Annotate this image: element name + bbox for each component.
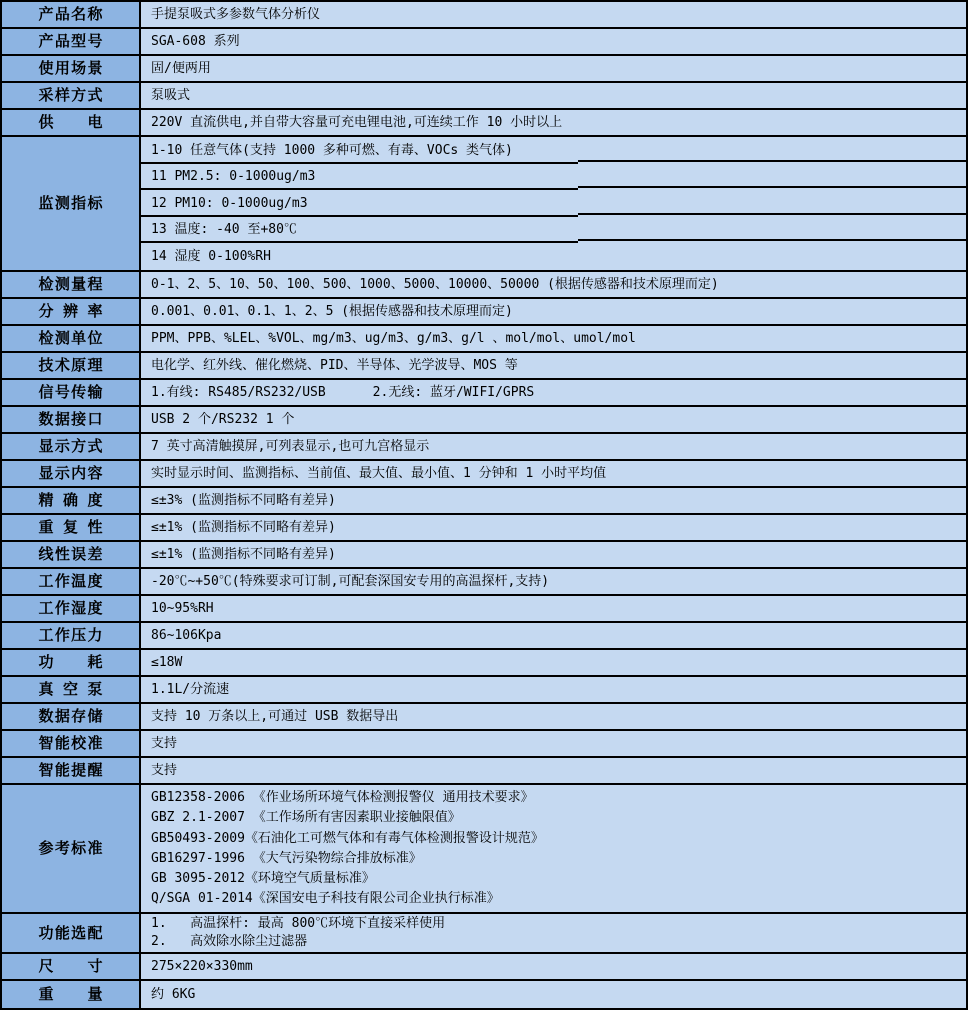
row-label: 精确度 [38, 491, 103, 510]
row-label: 工作湿度 [38, 599, 103, 618]
row-label: 产品型号 [38, 32, 103, 51]
table-row [2, 515, 966, 542]
row-header-cell [2, 461, 141, 486]
row-value: PPM、PPB、%LEL、%VOL、mg/m3、ug/m3、g/m3、g/l 、mol/mol、umol/mol [151, 330, 636, 346]
row-value: ≤±3% (监测指标不同略有差异) [151, 492, 336, 508]
row-header-cell [2, 542, 141, 567]
table-row [2, 434, 966, 461]
sub-row: 13 温度: -40 至+80℃ [141, 217, 966, 244]
row-header-cell [2, 704, 141, 729]
row-value-cell [141, 353, 966, 378]
row-value: 1.1L/分流速 [151, 681, 230, 697]
sub-row: 14 湿度 0-100%RH [151, 248, 271, 264]
row-value-cell [141, 29, 966, 54]
table-row [2, 650, 966, 677]
row-value-cell [141, 623, 966, 648]
row-label: 尺寸 [38, 957, 103, 976]
row-label: 线性误差 [38, 545, 103, 564]
row-value-cell [141, 914, 966, 952]
row-label: 信号传输 [38, 383, 103, 402]
table-row [2, 137, 966, 272]
table-row [2, 914, 966, 954]
row-header-cell [2, 650, 141, 675]
row-header-cell [2, 981, 141, 1008]
row-label: 分辨率 [38, 302, 103, 321]
table-row [2, 29, 966, 56]
value-line: GB12358-2006 《作业场所环境气体检测报警仪 通用技术要求》 [151, 790, 534, 806]
row-value-cell [141, 677, 966, 702]
sub-row: 12 PM10: 0-1000ug/m3 [141, 190, 966, 217]
row-header-cell [2, 758, 141, 783]
row-value: ≤18W [151, 654, 183, 670]
row-label: 采样方式 [38, 86, 103, 105]
row-value: 固/便两用 [151, 60, 211, 76]
table-row [2, 954, 966, 981]
row-value: 0.001、0.01、0.1、1、2、5 (根据传感器和技术原理而定) [151, 303, 513, 319]
table-row [2, 461, 966, 488]
row-value-cell [141, 407, 966, 432]
row-value: 7 英寸高清触摸屏,可列表显示,也可九宫格显示 [151, 438, 430, 454]
table-row [2, 758, 966, 785]
table-row [2, 56, 966, 83]
table-row [2, 353, 966, 380]
row-header-cell [2, 380, 141, 405]
value-line: GB16297-1996 《大气污染物综合排放标准》 [151, 850, 422, 866]
row-header-cell [2, 110, 141, 135]
table-row [2, 596, 966, 623]
table-row [2, 2, 966, 29]
row-value-cell [141, 758, 966, 783]
row-value: 275×220×330mm [151, 958, 253, 974]
row-header-cell [2, 914, 141, 952]
table-row [2, 272, 966, 299]
row-header-cell [2, 56, 141, 81]
row-header-cell [2, 29, 141, 54]
row-label: 数据存储 [38, 707, 103, 726]
row-header-cell [2, 83, 141, 108]
row-value-cell [141, 515, 966, 540]
row-value-cell [141, 785, 966, 912]
row-label: 产品名称 [38, 5, 103, 24]
row-value-cell [141, 380, 966, 405]
table-row [2, 731, 966, 758]
row-label: 技术原理 [38, 356, 103, 375]
row-label: 监测指标 [38, 194, 103, 213]
row-label: 显示内容 [38, 464, 103, 483]
row-header-cell [2, 515, 141, 540]
row-value-cell [141, 488, 966, 513]
row-value: 实时显示时间、监测指标、当前值、最大值、最小值、1 分钟和 1 小时平均值 [151, 465, 607, 481]
row-value-cell [141, 954, 966, 979]
table-row [2, 704, 966, 731]
row-value-cell [141, 56, 966, 81]
row-header-cell [2, 488, 141, 513]
row-value: USB 2 个/RS232 1 个 [151, 411, 295, 427]
row-value: 手提泵吸式多参数气体分析仪 [151, 6, 321, 22]
row-label: 检测量程 [38, 275, 103, 294]
row-value-cell [141, 461, 966, 486]
row-header-cell [2, 569, 141, 594]
row-label: 智能校准 [38, 734, 103, 753]
row-value: 支持 [151, 762, 178, 778]
row-label: 使用场景 [38, 59, 103, 78]
row-header-cell [2, 731, 141, 756]
row-label: 重复性 [38, 518, 103, 537]
row-label: 检测单位 [38, 329, 103, 348]
row-label: 智能提醒 [38, 761, 103, 780]
row-value: 1.有线: RS485/RS232/USB 2.无线: 蓝牙/WIFI/GPRS [151, 384, 535, 400]
row-value: ≤±1% (监测指标不同略有差异) [151, 519, 336, 535]
sub-row: 1-10 任意气体(支持 1000 多种可燃、有毒、VOCs 类气体) [141, 137, 966, 164]
value-line: 2. 高效除水除尘过滤器 [151, 934, 308, 949]
table-row [2, 380, 966, 407]
value-line: GB 3095-2012《环境空气质量标准》 [151, 870, 375, 886]
row-label: 显示方式 [38, 437, 103, 456]
table-row [2, 407, 966, 434]
row-value: 支持 [151, 735, 178, 751]
row-value-cell [141, 981, 966, 1008]
row-value-cell [141, 542, 966, 567]
row-value: 86~106Kpa [151, 627, 222, 643]
row-label: 供电 [38, 113, 103, 132]
row-value: 220V 直流供电,并自带大容量可充电锂电池,可连续工作 10 小时以上 [151, 114, 563, 130]
row-header-cell [2, 326, 141, 351]
table-row [2, 110, 966, 137]
table-row [2, 488, 966, 515]
table-row [2, 542, 966, 569]
value-line: Q/SGA 01-2014《深国安电子科技有限公司企业执行标准》 [151, 891, 500, 907]
row-value-cell [141, 596, 966, 621]
row-label: 工作压力 [38, 626, 103, 645]
row-header-cell [2, 954, 141, 979]
table-row [2, 326, 966, 353]
table-row [2, 83, 966, 110]
row-value: 电化学、红外线、催化燃烧、PID、半导体、光学波导、MOS 等 [151, 357, 518, 373]
row-header-cell [2, 677, 141, 702]
table-row [2, 981, 966, 1008]
row-header-cell [2, 2, 141, 27]
row-value: 0-1、2、5、10、50、100、500、1000、5000、10000、50000 (根据传感器和技术原理而定) [151, 276, 719, 292]
row-value-cell [141, 137, 966, 270]
table-row [2, 623, 966, 650]
value-line: GBZ 2.1-2007 《工作场所有害因素职业接触限值》 [151, 810, 461, 826]
row-value-cell [141, 731, 966, 756]
row-label: 工作温度 [38, 572, 103, 591]
row-label: 真空泵 [38, 680, 103, 699]
row-header-cell [2, 434, 141, 459]
row-value-cell [141, 569, 966, 594]
row-value: SGA-608 系列 [151, 33, 240, 49]
row-label: 重量 [38, 985, 103, 1004]
row-label: 数据接口 [38, 410, 103, 429]
row-value-cell [141, 110, 966, 135]
row-label: 参考标准 [38, 839, 103, 858]
row-header-cell [2, 785, 141, 912]
row-value: -20℃~+50℃(特殊要求可订制,可配套深国安专用的高温探杆,支持) [151, 573, 550, 589]
row-header-cell [2, 353, 141, 378]
row-header-cell [2, 407, 141, 432]
row-value: ≤±1% (监测指标不同略有差异) [151, 546, 336, 562]
row-value-cell [141, 2, 966, 27]
row-header-cell [2, 596, 141, 621]
row-value: 约 6KG [151, 986, 196, 1002]
row-label: 功能选配 [38, 923, 103, 942]
row-header-cell [2, 623, 141, 648]
table-row [2, 785, 966, 914]
row-value: 支持 10 万条以上,可通过 USB 数据导出 [151, 708, 399, 724]
table-row [2, 569, 966, 596]
row-value: 泵吸式 [151, 87, 191, 103]
table-row [2, 677, 966, 704]
row-value-cell [141, 326, 966, 351]
row-value-cell [141, 704, 966, 729]
row-value-cell [141, 434, 966, 459]
row-value-cell [141, 83, 966, 108]
row-value-cell [141, 299, 966, 324]
table-row [2, 299, 966, 326]
row-header-cell [2, 299, 141, 324]
row-header-cell [2, 137, 141, 270]
row-label: 功耗 [38, 653, 103, 672]
row-header-cell [2, 272, 141, 297]
row-value-cell [141, 650, 966, 675]
value-line: GB50493-2009《石油化工可燃气体和有毒气体检测报警设计规范》 [151, 830, 544, 846]
row-value: 10~95%RH [151, 600, 214, 616]
value-line: 1. 高温探杆: 最高 800℃环境下直接采样使用 [151, 916, 446, 932]
sub-row: 11 PM2.5: 0-1000ug/m3 [141, 164, 966, 191]
row-value-cell [141, 272, 966, 297]
